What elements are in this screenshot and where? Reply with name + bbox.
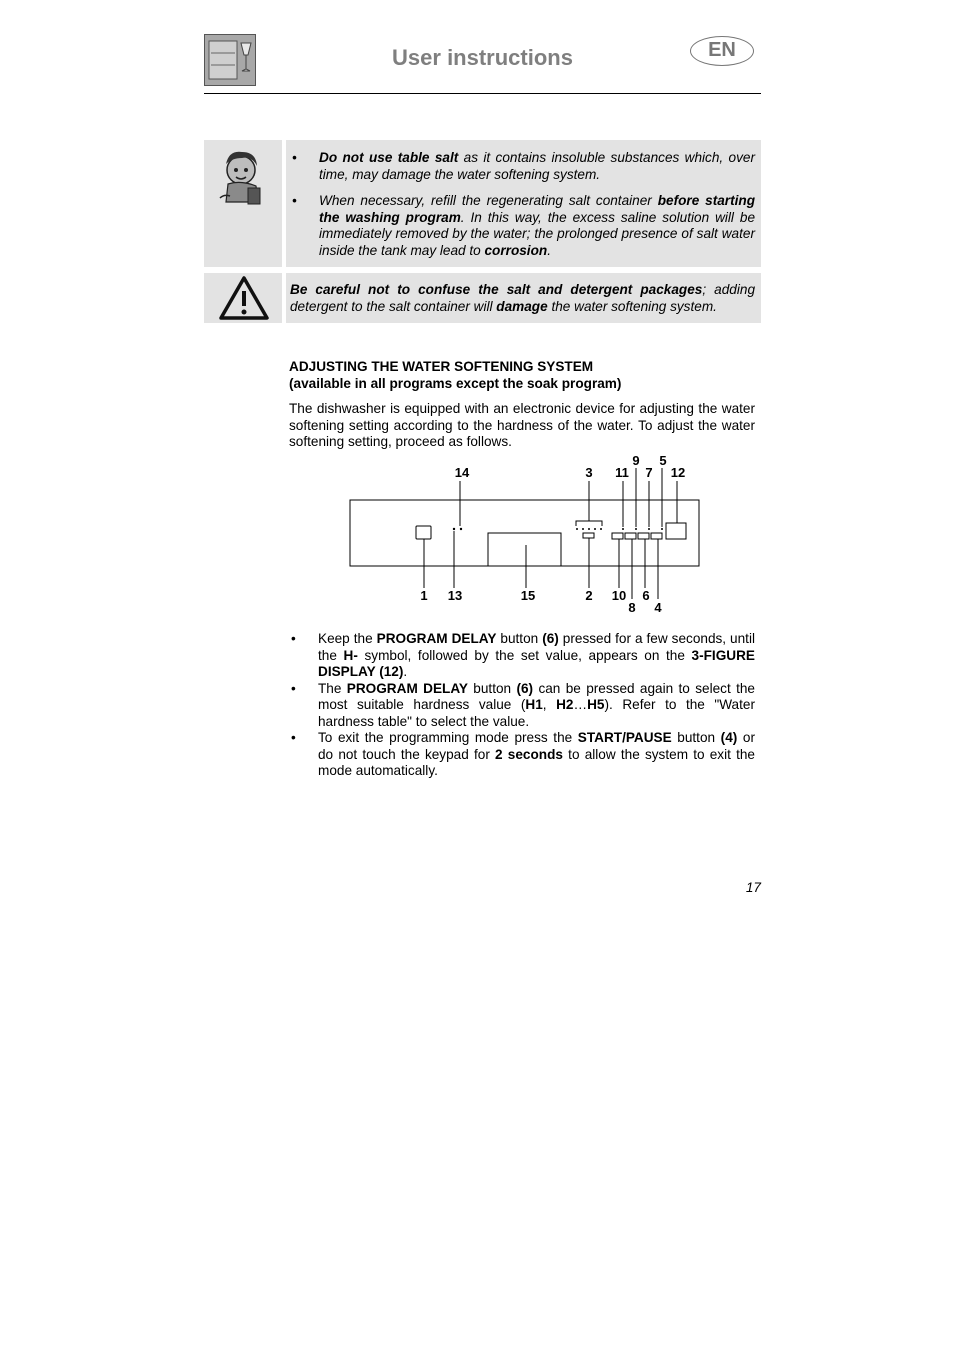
button-10	[612, 533, 623, 539]
label-8: 8	[628, 600, 636, 615]
list-item: • To exit the programming mode press the START/PAUSE button (4) or do not touch the keypad for 2 seconds to allow the system to exit the mode automatically.	[289, 730, 755, 780]
salt-note-box	[286, 140, 761, 267]
label-11: 11	[615, 465, 629, 480]
label-2: 2	[585, 588, 593, 603]
section-subheading: (available in all programs except the soak program)	[289, 376, 622, 391]
on-off-button	[416, 526, 431, 539]
label-10: 10	[611, 588, 627, 603]
label-14: 14	[454, 465, 470, 480]
label-1: 1	[420, 588, 428, 603]
button-4	[651, 533, 662, 539]
list-item: • When necessary, refill the regenerating salt container before starting the washing program. In this way, the excess saline solution will be immediately removed by the water; the prolonged presence of salt water inside the tank may lead to corrosion.	[290, 193, 755, 259]
steps-list	[289, 631, 755, 780]
button-6	[638, 533, 649, 539]
section-heading: ADJUSTING THE WATER SOFTENING SYSTEM (available in all programs except the soak program)	[289, 358, 759, 392]
program-bracket	[576, 521, 602, 526]
label-9: 9	[632, 453, 640, 468]
label-5: 5	[659, 453, 667, 468]
three-figure-display	[666, 523, 686, 539]
button-8	[625, 533, 636, 539]
control-panel-diagram	[330, 452, 730, 617]
page-title: User instructions	[392, 45, 573, 70]
program-button	[583, 533, 594, 538]
page-number: 17	[745, 880, 761, 895]
label-3: 3	[585, 465, 593, 480]
hint-character-icon	[204, 140, 282, 267]
label-15: 15	[520, 588, 536, 603]
warning-triangle-icon	[204, 273, 282, 323]
label-6: 6	[642, 588, 650, 603]
header-divider	[204, 93, 761, 94]
label-12: 12	[670, 465, 686, 480]
intro-paragraph: The dishwasher is equipped with an electronic device for adjusting the water softening setting according to the hardness of the water. To adjust the water softening setting, proceed as follows.	[289, 401, 755, 449]
warning-box: Be careful not to confuse the salt and detergent packages; adding detergent to the salt container will damage the water softening system.	[286, 273, 761, 323]
handle-recess	[488, 533, 561, 566]
language-badge: EN	[690, 36, 754, 66]
list-item: • Keep the PROGRAM DELAY button (6) pressed for a few seconds, until the H- symbol, followed by the set value, appears on the 3-FIGURE DISPLAY (12).	[289, 631, 755, 681]
list-item: • The PROGRAM DELAY button (6) can be pressed again to select the most suitable hardness value (H1, H2…H5). Refer to the "Water hardness table" to select the value.	[289, 681, 755, 731]
label-7: 7	[645, 465, 653, 480]
list-item: • Do not use table salt as it contains insoluble substances which, over time, may damage the water softening system.	[290, 150, 755, 183]
label-4: 4	[654, 600, 662, 615]
label-13: 13	[447, 588, 463, 603]
